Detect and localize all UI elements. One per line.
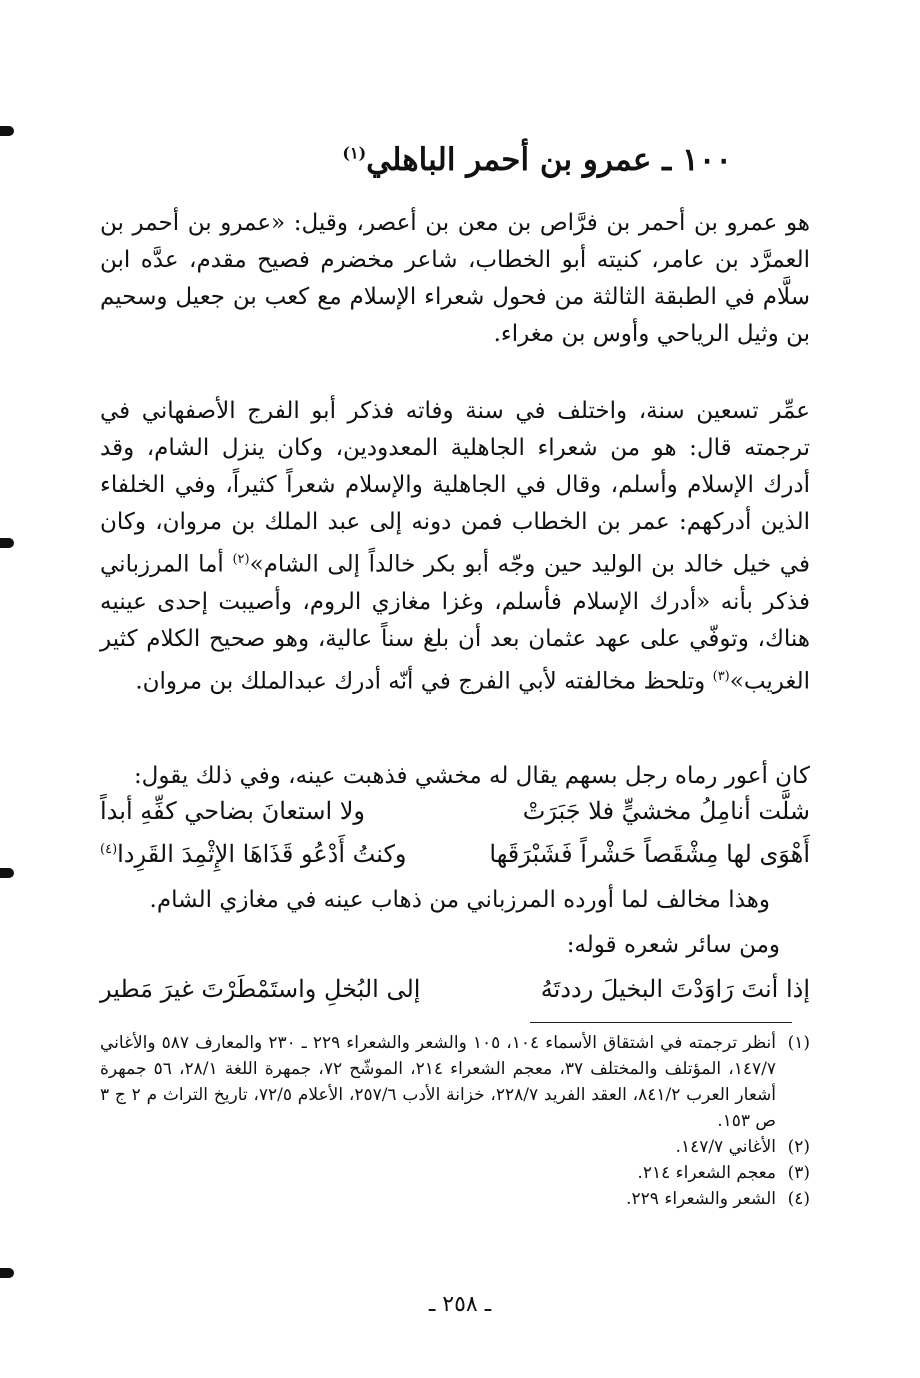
- poem-verse: [100, 975, 810, 1003]
- footnote-text: الشعر والشعراء ٢٢٩.: [626, 1189, 776, 1209]
- footnote-item: [100, 1160, 810, 1186]
- poem-verse: [100, 797, 810, 825]
- footnote-text: الأغاني ١٤٧/٧.: [675, 1137, 776, 1157]
- paragraph-text: وتلحظ مخالفته لأبي الفرج في أنّه أدرك عبدالملك بن مروان.: [135, 668, 713, 695]
- verse-second-hemistich: [100, 840, 407, 868]
- entry-title: [342, 142, 732, 178]
- footnote-ref: (٣): [712, 668, 730, 684]
- verse-second-hemistich: إلى البُخلِ واستَمْطَرْتَ غيرَ مَطير: [100, 975, 421, 1003]
- footnotes: [100, 1030, 810, 1212]
- scan-edge-mark: [0, 126, 14, 136]
- paragraph-lifespan: [100, 393, 810, 700]
- verse-second-hemistich: ولا استعانَ بضاحي كفِّهِ أبداً: [100, 797, 366, 825]
- commentary-line: وهذا مخالف لما أورده المرزباني من ذهاب عينه في مغازي الشام.: [149, 887, 770, 913]
- scan-edge-mark: [0, 868, 14, 878]
- footnote-number: (٤): [787, 1189, 810, 1209]
- verse-text: وكنتُ أَدْعُو قَذَاهَا الإِثْمِدَ القَرِدا: [117, 840, 407, 868]
- footnote-number: (٢): [787, 1137, 810, 1157]
- footnote-text: معجم الشعراء ٢١٤.: [637, 1163, 776, 1183]
- verse-first-hemistich: أَهْوَى لها مِشْقَصاً حَشْراً فَشَبْرَقَها: [489, 840, 810, 868]
- footnote-item: [100, 1134, 810, 1160]
- paragraph-text: أما المرزباني فذكر بأنه «أدرك الإسلام فأسلم، وغزا مغازي الروم، وأصيبت إحدى عينيه هناك، وتوفّي على عهد عثمان بعد أن بلغ سناً عالية، وهو صحيح الكلام كثير الغريب»: [100, 551, 810, 695]
- page-number: ـ ٢٥٨ ـ: [428, 1292, 492, 1317]
- footnote-ref: (٢): [232, 552, 250, 567]
- entry-title-text: ١٠٠ ـ عمرو بن أحمر الباهلي: [366, 142, 732, 178]
- footnote-divider: [530, 1022, 792, 1023]
- footnote-number: (١): [787, 1033, 810, 1053]
- scan-edge-mark: [0, 538, 14, 548]
- paragraph-verse-intro: كان أعور رماه رجل بسهم يقال له مخشي فذهبت عينه، وفي ذلك يقول:: [133, 763, 810, 789]
- footnote-item: [100, 1186, 810, 1212]
- footnote-number: (٣): [787, 1163, 810, 1183]
- commentary-line: ومن سائر شعره قوله:: [566, 932, 780, 958]
- poem-verse: [100, 840, 810, 868]
- scan-edge-mark: [0, 1268, 14, 1278]
- footnote-text: أنظر ترجمته في اشتقاق الأسماء ١٠٤، ١٠٥ والشعر والشعراء ٢٢٩ ـ ٢٣٠ والمعارف ٥٨٧ والأغاني ١٤٧/٧، المؤتلف والمختلف ٣٧، معجم الشعراء ٢١٤، الموشّح ٧٢، جمهرة اللغة ٢٨/١، ٥٦ جمهرة أشعار العرب ٨٤١/٢، العقد الفريد ٢٢٨/٧، خزانة الأدب ٢٥٧/٦، الأعلام ٧٢/٥، تاريخ التراث م ٢ ج ٣ ص ١٥٣.: [100, 1033, 776, 1131]
- footnote-ref: (٤): [100, 842, 118, 857]
- paragraph-text: عمِّر تسعين سنة، واختلف في سنة وفاته فذكر أبو الفرج الأصفهاني في ترجمته قال: هو من شعراء الجاهلية المعدودين، وكان ينزل الشام، وقد أدرك الإسلام وأسلم، وقال في الجاهلية والإسلام شعراً كثيراً، وفي الخلفاء الذين أدركهم: عمر بن الخطاب فمن دونه إلى عبد الملك بن مروان، وكان في خيل خالد بن الوليد حين وجّه أبو بكر خالداً إلى الشام»: [100, 398, 810, 578]
- footnote-item: [100, 1030, 810, 1134]
- footnote-ref: (١): [342, 143, 367, 163]
- paragraph-biography: هو عمرو بن أحمر بن فرَّاص بن معن بن أعصر، وقيل: «عمرو بن أحمر بن العمرَّد بن عامر، كنيته أبو الخطاب، شاعر مخضرم فصيح مقدم، عدَّه ابن سلَّام في الطبقة الثالثة من فحول شعراء الإسلام مع كعب بن جعيل وسحيم بن وثيل الرياحي وأوس بن مغراء.: [100, 210, 810, 347]
- verse-first-hemistich: إذا أنتَ رَاوَدْتَ البخيلَ رددتَهُ: [540, 975, 810, 1003]
- verse-first-hemistich: شلَّت أنامِلُ مخشيٍّ فلا جَبَرَتْ: [522, 797, 810, 825]
